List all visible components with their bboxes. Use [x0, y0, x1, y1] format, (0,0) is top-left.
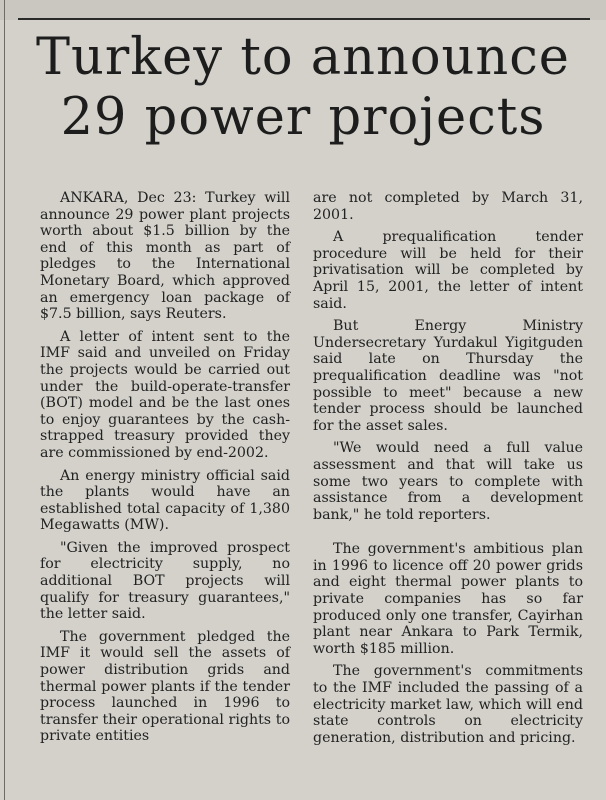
headline-line-1: Turkey to announce [35, 28, 570, 87]
left-rule [4, 0, 5, 800]
headline [20, 28, 586, 148]
paragraph: The government's ambitious plan in 1996 to licence off 20 power grids and eight thermal power plants to private companies has so far produced only one transfer, Cayirhan plant near Ankara to Park Termik, worth $185 million. [313, 541, 583, 657]
paragraph: The government pledged the IMF it would sell the assets of power distribution grids and thermal power plants if the tender process launched in 1996 to transfer their operational rights to private entities [40, 628, 290, 745]
article-column-right [313, 190, 583, 752]
paragraph: The government's commitments to the IMF included the passing of a electricity market law, which will end state controls on electricity generation, distribution and pricing. [313, 663, 583, 746]
paragraph: But Energy Ministry Undersecretary Yurdakul Yigitguden said late on Thursday the prequalification deadline was "not possible to meet" because a new tender process should be launched for the asset sales. [313, 318, 583, 434]
paragraph: A prequalification tender procedure will be held for their privatisation will be completed by April 15, 2001, the letter of intent said. [313, 229, 583, 312]
top-rule [18, 18, 590, 20]
article-column-left [40, 190, 290, 751]
page-top-edge [0, 0, 606, 20]
paragraph: An energy ministry official said the plants would have an established total capacity of 1,380 Megawatts (MW). [40, 467, 290, 534]
paragraph: A letter of intent sent to the IMF said and unveiled on Friday the projects would be carried out under the build-operate-transfer (BOT) model and be the last ones to enjoy guarantees by the cash-strapped treasury provided they are commissioned by end-2002. [40, 328, 290, 461]
paragraph: ANKARA, Dec 23: Turkey will announce 29 power plant projects worth about $1.5 billion by the end of this month as part of pledges to the International Monetary Board, which approved an emergency loan package of $7.5 billion, says Reuters. [40, 190, 290, 323]
paragraph: "Given the improved prospect for electricity supply, no additional BOT projects will qualify for treasury guarantees," the letter said. [40, 539, 290, 623]
headline-line-2: 29 power projects [60, 88, 546, 147]
paragraph: are not completed by March 31, 2001. [313, 190, 583, 223]
paragraph: "We would need a full value assessment and that will take us some two years to complete with assistance from a development bank," he told reporters. [313, 440, 583, 523]
